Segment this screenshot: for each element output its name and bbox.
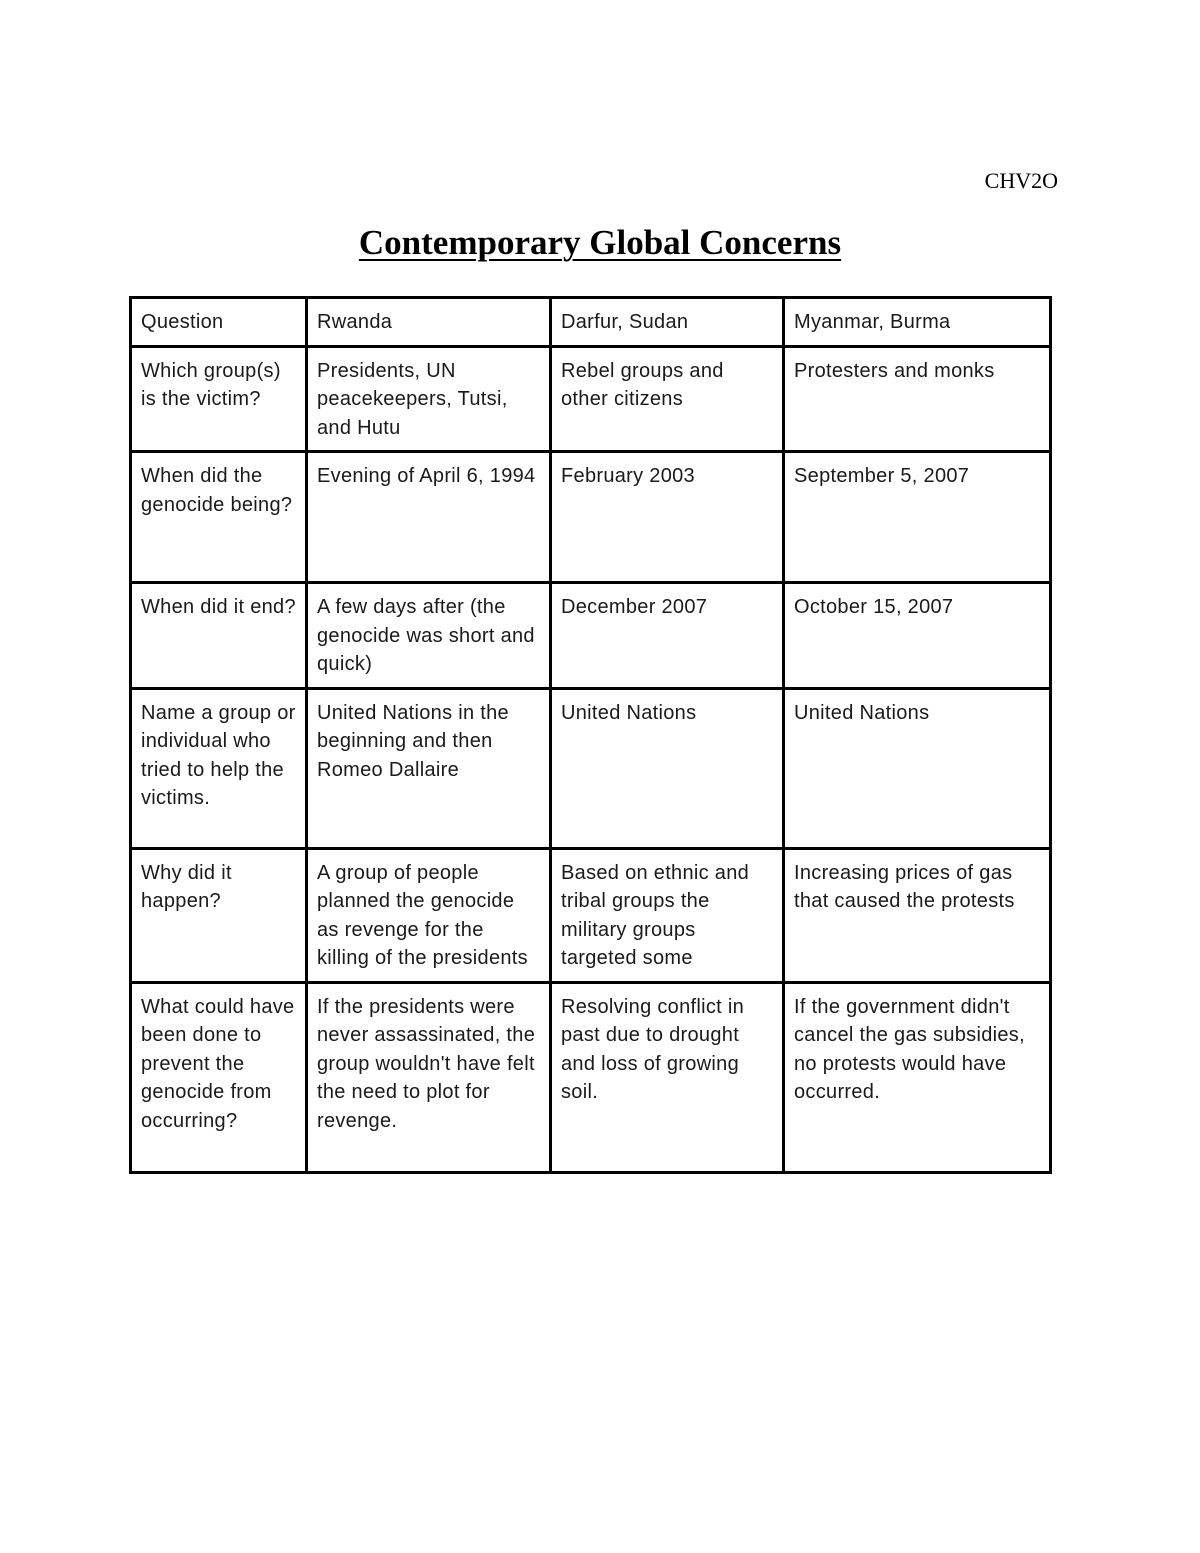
darfur-cell: February 2003 [551, 452, 784, 583]
course-code: CHV2O [984, 168, 1058, 193]
table-row [131, 346, 1051, 452]
rwanda-cell: If the presidents were never assassinated, the group wouldn't have felt the need to plot for revenge. [307, 982, 551, 1172]
question-cell: When did the genocide being? [131, 452, 307, 583]
question-cell: Why did it happen? [131, 848, 307, 982]
darfur-cell: Rebel groups and other citizens [551, 346, 784, 452]
question-cell: What could have been done to prevent the genocide from occurring? [131, 982, 307, 1172]
table-row [131, 583, 1051, 689]
table-header-row [131, 298, 1051, 347]
myanmar-cell: September 5, 2007 [784, 452, 1051, 583]
question-cell: When did it end? [131, 583, 307, 689]
table-row [131, 688, 1051, 848]
question-cell: Which group(s) is the victim? [131, 346, 307, 452]
table-row [131, 452, 1051, 583]
darfur-cell: United Nations [551, 688, 784, 848]
rwanda-cell: United Nations in the beginning and then Romeo Dallaire [307, 688, 551, 848]
column-header-rwanda: Rwanda [307, 298, 551, 347]
table-row [131, 982, 1051, 1172]
genocide-comparison-table [129, 296, 1052, 1174]
rwanda-cell: Evening of April 6, 1994 [307, 452, 551, 583]
myanmar-cell: United Nations [784, 688, 1051, 848]
myanmar-cell: If the government didn't cancel the gas subsidies, no protests would have occurred. [784, 982, 1051, 1172]
myanmar-cell: October 15, 2007 [784, 583, 1051, 689]
myanmar-cell: Protesters and monks [784, 346, 1051, 452]
rwanda-cell: A group of people planned the genocide as revenge for the killing of the presidents [307, 848, 551, 982]
table-row [131, 848, 1051, 982]
column-header-myanmar: Myanmar, Burma [784, 298, 1051, 347]
column-header-darfur: Darfur, Sudan [551, 298, 784, 347]
document-title: Contemporary Global Concerns [358, 223, 842, 262]
question-cell: Name a group or individual who tried to help the victims. [131, 688, 307, 848]
column-header-question: Question [131, 298, 307, 347]
darfur-cell: Based on ethnic and tribal groups the military groups targeted some [551, 848, 784, 982]
darfur-cell: Resolving conflict in past due to drought and loss of growing soil. [551, 982, 784, 1172]
myanmar-cell: Increasing prices of gas that caused the protests [784, 848, 1051, 982]
rwanda-cell: Presidents, UN peacekeepers, Tutsi, and Hutu [307, 346, 551, 452]
darfur-cell: December 2007 [551, 583, 784, 689]
rwanda-cell: A few days after (the genocide was short and quick) [307, 583, 551, 689]
